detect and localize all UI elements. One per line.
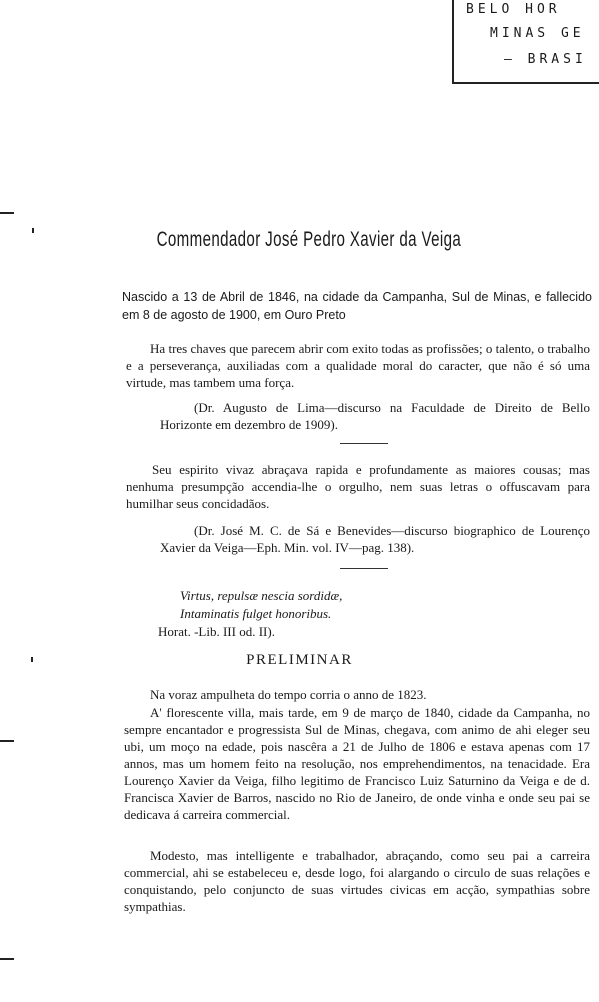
latin-quote-source: Horat. -Lib. III od. II). [158,624,275,639]
epigraph-2-text: Seu espirito vivaz abraçava rapida e profundamente as maiores cousas; mas nenhuma presumpção accendia-lhe o orgulho, nem suas letras o offuscavam para humilhar seus concidadãos. [126,462,590,511]
margin-mark [0,740,14,742]
birth-note: Nascido a 13 de Abril de 1846, na cidade da Campanha, Sul de Minas, e fallecido em 8 de agosto de 1900, em Ouro Preto [122,290,592,322]
stamp-line-1: BELO HOR [466,2,561,17]
section-heading: PRELIMINAR [246,652,353,668]
library-stamp [452,0,599,84]
body-paragraph-1: Na voraz ampulheta do tempo corria o anno de 1823. [150,687,427,702]
epigraph-2-citation: (Dr. José M. C. de Sá e Benevides—discurso biographico de Lourenço Xavier da Veiga—Eph. Min. vol. IV—pag. 138). [160,523,590,555]
stamp-line-3: — BRASI [504,52,587,67]
margin-mark [0,212,14,214]
epigraph-1-text: Ha tres chaves que parecem abrir com exito todas as profissões; o talento, o trabalho e a perseverança, auxiliadas com a qualidade moral do caracter, que não é só uma virtude, mas tambem uma força. [126,341,590,390]
margin-mark [0,958,14,960]
body-paragraph-3: Modesto, mas intelligente e trabalhador, abraçando, como seu pai a carreira commercial, ahi se estabeleceu e, desde logo, foi alargando o circulo de suas relações e conquistando, pelo conjuncto de suas virtudes civicas em acção, sympathias sobre sympathias. [124,848,590,914]
epigraph-1-citation: (Dr. Augusto de Lima—discurso na Faculdade de Direito de Bello Horizonte em dezembro de 1909). [160,400,590,432]
separator-rule [340,443,388,444]
page-title: Commendador José Pedro Xavier da Veiga [156,228,462,251]
latin-quote-line-2: Intaminatis fulget honoribus. [180,606,332,621]
body-paragraph-2: A' florescente villa, mais tarde, em 9 de março de 1840, cidade da Campanha, no sempre encantador e progressista Sul de Minas, chegava, com animo de ahi eleger seu ubi, um moço na edade, pois nascêra a 21 de Julho de 1806 e estava apenas com 17 annos, mas um homem feito na resolução, nos emprehendimentos, na tenacidade. Era Lourenço Xavier da Veiga, filho legitimo de Francisco Luiz Saturnino da Veiga e de d. Francisca Xavier de Barros, nascido no Rio de Janeiro, de onde vinha e onde seu pai se dedicava á carreira commercial. [124,705,590,822]
latin-quote-line-1: Virtus, repulsæ nescia sordidæ, [180,588,343,603]
stamp-line-2: MINAS GE [490,26,585,41]
speck [32,228,34,233]
separator-rule [340,568,388,569]
